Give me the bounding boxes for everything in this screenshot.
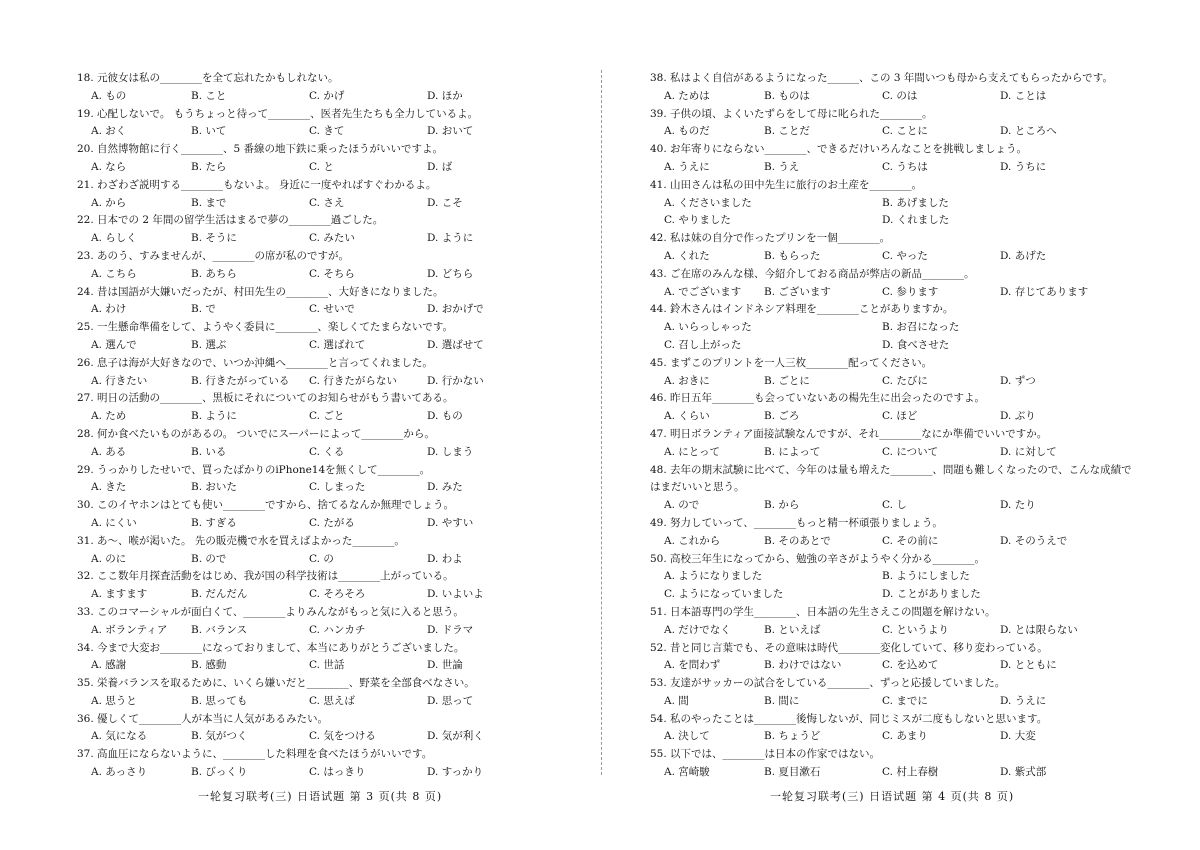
- answer-option: D. ことがありました: [882, 588, 981, 601]
- options-row: [650, 195, 1140, 213]
- options-row: [77, 123, 547, 141]
- answer-option: C. ほど: [882, 410, 918, 423]
- answer-option: B. あちら: [191, 267, 237, 280]
- question-stem: 54. 私のやったことは________後悔しないが、同じミスが二度もしないと思います。: [650, 712, 1048, 725]
- question-block: [77, 390, 547, 426]
- question-block: [650, 640, 1140, 676]
- answer-option: C. そろそろ: [309, 588, 366, 601]
- answer-option: A. ので: [664, 499, 700, 512]
- question-block: [77, 604, 547, 640]
- answer-option: D. いよいよ: [427, 588, 484, 601]
- question-block: [650, 462, 1140, 515]
- question-stem: 45. まずこのプリントを一人三枚________配ってください。: [650, 356, 933, 369]
- question-stem: 30. このイヤホンはとても使い________ですから、捨てるなんか無理でしょう。: [77, 499, 455, 512]
- question-block: [650, 266, 1140, 302]
- question-stem: 39. 子供の頃、よくいたずらをして母に叱られた________。: [650, 107, 933, 120]
- answer-option: A. 気になる: [91, 730, 148, 743]
- question-stem: 42. 私は妹の自分で作ったプリンを一個________。: [650, 232, 891, 245]
- options-row: [650, 284, 1140, 302]
- answer-option: A. うえに: [664, 160, 710, 173]
- options-row: [77, 728, 547, 746]
- question-stem: 28. 何か食べたいものがあるの。 ついでにスーパーによって________から。: [77, 427, 435, 440]
- answer-option: C. 召し上がった: [664, 338, 742, 351]
- question-stem: 53. 友達がサッカーの試合をしている________、ずっと応援していました。: [650, 677, 1006, 690]
- answer-option: A. ためは: [664, 89, 710, 102]
- question-block: [650, 515, 1140, 551]
- answer-option: A. にくい: [91, 516, 137, 529]
- answer-option: B. そうに: [191, 232, 237, 245]
- answer-option: C. を込めて: [882, 659, 939, 672]
- answer-option: D. 気が利く: [427, 730, 484, 743]
- options-row: [650, 533, 1140, 551]
- options-row: [77, 195, 547, 213]
- answer-option: D. あげた: [1000, 249, 1047, 262]
- answer-option: D. 選ばせて: [427, 338, 484, 351]
- answer-option: A. きた: [91, 481, 127, 494]
- answer-option: A. ものだ: [664, 125, 710, 138]
- answer-option: D. 行かない: [427, 374, 484, 387]
- answer-option: B. ものは: [764, 89, 810, 102]
- answer-option: D. 食べさせた: [882, 338, 950, 351]
- question-block: [650, 711, 1140, 747]
- answer-option: D. おかげで: [427, 303, 484, 316]
- question-stem: 33. このコマーシャルが面白くて、________よりみんながもっと気に入ると思う。: [77, 605, 464, 618]
- answer-option: C. やった: [882, 249, 928, 262]
- question-block: [77, 640, 547, 676]
- answer-option: B. 気がつく: [191, 730, 248, 743]
- answer-option: D. 大変: [1000, 730, 1036, 743]
- answer-option: C. ごと: [309, 410, 345, 423]
- answer-option: B. ことだ: [764, 125, 810, 138]
- answer-option: B. びっくり: [191, 766, 248, 779]
- question-stem: 40. お年寄りにならない________、できるだけいろんなことを挑戦しましょう。: [650, 143, 1028, 156]
- answer-option: C. はっきり: [309, 766, 366, 779]
- answer-option: B. たら: [191, 160, 227, 173]
- answer-option: A. いらっしゃった: [664, 321, 752, 334]
- answer-option: B. まで: [191, 196, 227, 209]
- answer-option: C. のは: [882, 89, 918, 102]
- answer-option: B. ように: [191, 410, 237, 423]
- left-page-footer: 一轮复习联考(三) 日语试题 第 3 页(共 8 页): [198, 790, 443, 803]
- answer-option: B. ようにしました: [882, 570, 970, 583]
- answer-option: B. いる: [191, 445, 227, 458]
- answer-option: B. で: [191, 303, 216, 316]
- answer-option: D. とともに: [1000, 659, 1057, 672]
- answer-option: A. ますます: [91, 588, 148, 601]
- answer-option: C. と: [309, 160, 334, 173]
- question-stem: 32. ここ数年月探査活動をはじめ、我が国の科学技術は________上がっている。: [77, 570, 454, 583]
- question-block: [77, 568, 547, 604]
- options-row: [650, 764, 1140, 782]
- question-stem: 23. あのう、すみませんが、________の席が私のですが。: [77, 249, 350, 262]
- answer-option: C. 村上春樹: [882, 766, 939, 779]
- options-row: [650, 728, 1140, 746]
- answer-option: A. くらい: [664, 410, 710, 423]
- question-stem: 48. 去年の期末試験に比べて、今年のは量も増えた________、問題も難しくなったので、こんな成績ではまだいいと思う。: [650, 463, 1132, 494]
- question-stem: 49. 努力していって、________もっと精一杯頑張りましょう。: [650, 516, 943, 529]
- answer-option: A. のに: [91, 552, 127, 565]
- options-row: [650, 657, 1140, 675]
- question-stem: 37. 高血圧にならないように、________した料理を食べたほうがいいです。: [77, 748, 433, 761]
- options-row: [77, 301, 547, 319]
- answer-option: C. までに: [882, 694, 928, 707]
- question-block: [77, 177, 547, 213]
- answer-option: C. そちら: [309, 267, 355, 280]
- answer-option: D. 思って: [427, 694, 474, 707]
- answer-option: D. ずつ: [1000, 374, 1036, 387]
- right-page: [650, 70, 1140, 782]
- answer-option: D. うえに: [1000, 694, 1047, 707]
- options-row: [650, 586, 1140, 604]
- answer-option: D. ドラマ: [427, 623, 474, 636]
- answer-option: A. にとって: [664, 445, 721, 458]
- answer-option: C. しまった: [309, 481, 366, 494]
- options-row: [77, 266, 547, 284]
- answer-option: B. そのあとで: [764, 534, 831, 547]
- answer-option: C. かげ: [309, 89, 345, 102]
- answer-option: A. あっさり: [91, 766, 148, 779]
- answer-option: C. 選ばれて: [309, 338, 366, 351]
- question-stem: 52. 昔と同じ言葉でも、その意味は時代________変化していて、移り変わっている。: [650, 641, 1048, 654]
- question-block: [650, 301, 1140, 354]
- answer-option: A. から: [91, 196, 127, 209]
- answer-option: A. 行きたい: [91, 374, 148, 387]
- answer-option: B. ごとに: [764, 374, 810, 387]
- answer-option: C. やりました: [664, 214, 731, 227]
- answer-option: B. わけではない: [764, 659, 842, 672]
- options-row: [77, 337, 547, 355]
- options-row: [650, 248, 1140, 266]
- answer-option: C. みたい: [309, 232, 355, 245]
- answer-option: A. 感謝: [91, 659, 127, 672]
- answer-option: D. うちに: [1000, 160, 1047, 173]
- options-row: [650, 693, 1140, 711]
- question-stem: 50. 高校三年生になってから、勉強の辛さがようやく分かる________。: [650, 552, 986, 565]
- answer-option: C. 行きたがらない: [309, 374, 397, 387]
- options-row: [650, 123, 1140, 141]
- options-row: [77, 230, 547, 248]
- options-row: [77, 622, 547, 640]
- question-block: [77, 212, 547, 248]
- options-row: [77, 764, 547, 782]
- options-row: [77, 444, 547, 462]
- question-block: [77, 675, 547, 711]
- options-row: [650, 497, 1140, 515]
- options-row: [77, 515, 547, 533]
- answer-option: A. これから: [664, 534, 721, 547]
- question-stem: 26. 息子は海が大好きなので、いつか沖縄へ________と言ってくれました。: [77, 356, 433, 369]
- answer-option: D. わよ: [427, 552, 463, 565]
- answer-option: D. 存じてあります: [1000, 285, 1089, 298]
- answer-option: D. もの: [427, 410, 463, 423]
- answer-option: D. たり: [1000, 499, 1036, 512]
- answer-option: B. おいた: [191, 481, 237, 494]
- options-row: [650, 159, 1140, 177]
- answer-option: B. あげました: [882, 196, 949, 209]
- question-block: [77, 711, 547, 747]
- question-block: [650, 551, 1140, 604]
- answer-option: C. の: [309, 552, 334, 565]
- answer-option: D. ば: [427, 160, 453, 173]
- answer-option: B. うえ: [764, 160, 800, 173]
- answer-option: A. ため: [91, 410, 127, 423]
- question-block: [77, 141, 547, 177]
- answer-option: D. どちら: [427, 267, 474, 280]
- question-block: [77, 746, 547, 782]
- answer-option: D. 紫式部: [1000, 766, 1047, 779]
- question-stem: 46. 昨日五年________も会っていないあの楊先生に出会ったのですよ。: [650, 392, 986, 405]
- options-row: [77, 551, 547, 569]
- answer-option: A. 宮崎駿: [664, 766, 710, 779]
- question-stem: 44. 鈴木さんはインドネシア料理を________ことがありますか。: [650, 303, 954, 316]
- answer-option: D. ほか: [427, 89, 463, 102]
- answer-option: B. 夏目漱石: [764, 766, 821, 779]
- question-stem: 20. 自然博物館に行く________、5 番線の地下鉄に乗ったほうがいいですよ。: [77, 143, 444, 156]
- question-block: [650, 675, 1140, 711]
- question-block: [77, 462, 547, 498]
- question-block: [77, 319, 547, 355]
- answer-option: A. らしく: [91, 232, 137, 245]
- answer-option: C. あまり: [882, 730, 928, 743]
- options-row: [77, 586, 547, 604]
- options-row: [77, 693, 547, 711]
- answer-option: A. 決して: [664, 730, 710, 743]
- answer-option: A. 思うと: [91, 694, 137, 707]
- question-stem: 43. ご在席のみんな様、今紹介しておる商品が弊店の新品________。: [650, 267, 975, 280]
- options-row: [77, 373, 547, 391]
- answer-option: A. こちら: [91, 267, 137, 280]
- answer-option: D. とは限らない: [1000, 623, 1078, 636]
- answer-option: D. ように: [427, 232, 474, 245]
- answer-option: D. みた: [427, 481, 463, 494]
- question-block: [650, 390, 1140, 426]
- answer-option: A. もの: [91, 89, 127, 102]
- options-row: [77, 159, 547, 177]
- answer-option: D. くれました: [882, 214, 950, 227]
- answer-option: B. 感動: [191, 659, 227, 672]
- answer-option: D. 世論: [427, 659, 463, 672]
- answer-option: C. せいで: [309, 303, 355, 316]
- options-row: [650, 622, 1140, 640]
- answer-option: B. すぎる: [191, 516, 237, 529]
- question-stem: 34. 今まで大変お________になっておりまして、本当にありがとうございました。: [77, 641, 465, 654]
- answer-option: D. こそ: [427, 196, 463, 209]
- answer-option: A. くれた: [664, 249, 710, 262]
- answer-option: D. そのうえで: [1000, 534, 1068, 547]
- answer-option: B. お召になった: [882, 321, 960, 334]
- answer-option: B. いて: [191, 125, 227, 138]
- question-block: [77, 70, 547, 106]
- question-block: [650, 604, 1140, 640]
- answer-option: C. さえ: [309, 196, 345, 209]
- question-stem: 31. あ～、喉が渇いた。 先の販売機で水を買えばよかった________。: [77, 534, 405, 547]
- question-block: [77, 497, 547, 533]
- answer-option: B. によって: [764, 445, 821, 458]
- question-stem: 51. 日本語専門の学生________、日本語の先生さえこの問題を解けない。: [650, 605, 996, 618]
- answer-option: D. やすい: [427, 516, 474, 529]
- answer-option: B. ごろ: [764, 410, 800, 423]
- answer-option: C. くる: [309, 445, 345, 458]
- question-stem: 25. 一生懸命準備をして、ようやく委員に________、楽しくてたまらないです。: [77, 321, 453, 334]
- question-block: [77, 284, 547, 320]
- question-stem: 27. 明日の活動の________、黒板にそれについてのお知らせがもう書いてある。: [77, 392, 454, 405]
- question-stem: 35. 栄養バランスを取るために、いくら嫌いだと________、野菜を全部食べなさい。: [77, 677, 475, 690]
- question-stem: 21. わざわざ説明する________もないよ。 身近に一度やればすぐわかるよ。: [77, 178, 437, 191]
- answer-option: D. ことは: [1000, 89, 1047, 102]
- answer-option: C. について: [882, 445, 939, 458]
- question-block: [77, 106, 547, 142]
- question-block: [650, 141, 1140, 177]
- right-page-footer: 一轮复习联考(三) 日语试题 第 4 页(共 8 页): [770, 790, 1015, 803]
- question-block: [650, 106, 1140, 142]
- answer-option: C. し: [882, 499, 907, 512]
- answer-option: D. ところへ: [1000, 125, 1057, 138]
- question-stem: 24. 昔は国語が大嫌いだったが、村田先生の________、大好きになりました。: [77, 285, 444, 298]
- answer-option: D. しまう: [427, 445, 474, 458]
- answer-option: C. 気をつける: [309, 730, 376, 743]
- question-stem: 47. 明日ボランティア面接試験なんですが、それ________なにか準備でいいですか。: [650, 427, 1048, 440]
- answer-option: D. すっかり: [427, 766, 484, 779]
- answer-option: B. バランス: [191, 623, 248, 636]
- answer-option: C. 思えば: [309, 694, 355, 707]
- answer-option: B. 間に: [764, 694, 800, 707]
- options-row: [650, 337, 1140, 355]
- options-row: [77, 408, 547, 426]
- options-row: [650, 88, 1140, 106]
- answer-option: D. に対して: [1000, 445, 1057, 458]
- answer-option: C. ことに: [882, 125, 928, 138]
- answer-option: C. というより: [882, 623, 949, 636]
- answer-option: A. おく: [91, 125, 127, 138]
- answer-option: C. ハンカチ: [309, 623, 366, 636]
- options-row: [650, 373, 1140, 391]
- question-stem: 22. 日本での 2 年間の留学生活はまるで夢の________過ごした。: [77, 214, 384, 227]
- answer-option: C. ようになっていました: [664, 588, 784, 601]
- answer-option: B. 行きたがっている: [191, 374, 290, 387]
- left-page: [77, 70, 547, 782]
- answer-option: C. きて: [309, 125, 345, 138]
- question-stem: 18. 元彼女は私の________を全て忘れたかもしれない。: [77, 72, 339, 84]
- question-block: [650, 426, 1140, 462]
- options-row: [650, 408, 1140, 426]
- answer-option: A. なら: [91, 160, 127, 173]
- answer-option: C. 参ります: [882, 285, 939, 298]
- answer-option: B. こと: [191, 89, 227, 102]
- answer-option: C. たがる: [309, 516, 355, 529]
- question-block: [77, 533, 547, 569]
- question-block: [77, 248, 547, 284]
- answer-option: A. ようになりました: [664, 570, 763, 583]
- question-stem: 19. 心配しないで。 もうちょっと待って________、医者先生たちも全力しているよ。: [77, 107, 479, 120]
- answer-option: B. もらった: [764, 249, 821, 262]
- answer-option: B. 思っても: [191, 694, 248, 707]
- answer-option: A. 選んで: [91, 338, 137, 351]
- question-block: [650, 355, 1140, 391]
- answer-option: C. 世話: [309, 659, 345, 672]
- answer-option: A. ある: [91, 445, 127, 458]
- answer-option: B. から: [764, 499, 800, 512]
- question-stem: 55. 以下では、________は日本の作家ではない。: [650, 748, 881, 761]
- answer-option: C. その前に: [882, 534, 939, 547]
- answer-option: C. たびに: [882, 374, 928, 387]
- answer-option: A. ボランティア: [91, 623, 168, 636]
- options-row: [77, 657, 547, 675]
- answer-option: B. だんだん: [191, 588, 248, 601]
- options-row: [650, 212, 1140, 230]
- answer-option: A. くださいました: [664, 196, 752, 209]
- question-block: [650, 70, 1140, 106]
- answer-option: B. ちょうど: [764, 730, 821, 743]
- answer-option: C. うちは: [882, 160, 928, 173]
- answer-option: A. だけでなく: [664, 623, 731, 636]
- answer-option: A. を問わず: [664, 659, 721, 672]
- question-block: [650, 230, 1140, 266]
- question-stem: 41. 山田さんは私の田中先生に旅行のお土産を________。: [650, 178, 923, 191]
- options-row: [650, 319, 1140, 337]
- answer-option: B. ので: [191, 552, 227, 565]
- answer-option: B. といえば: [764, 623, 821, 636]
- answer-option: D. おいて: [427, 125, 474, 138]
- answer-option: D. ぶり: [1000, 410, 1036, 423]
- question-block: [77, 426, 547, 462]
- answer-option: A. おきに: [664, 374, 710, 387]
- question-block: [650, 177, 1140, 230]
- page-divider: [601, 70, 602, 775]
- answer-option: B. 選ぶ: [191, 338, 227, 351]
- question-stem: 36. 優しくて________人が本当に人気があるみたい。: [77, 712, 329, 725]
- answer-option: A. 間: [664, 694, 689, 707]
- options-row: [650, 444, 1140, 462]
- options-row: [77, 479, 547, 497]
- answer-option: A. でございます: [664, 285, 742, 298]
- question-stem: 29. うっかりしたせいで、買ったばかりのiPhone14を無くして________。: [77, 463, 431, 476]
- question-stem: 38. 私はよく自信があるようになった______、この 3 年間いつも母から支えてもらったからです。: [650, 72, 1113, 84]
- answer-option: B. ございます: [764, 285, 831, 298]
- question-block: [650, 746, 1140, 782]
- options-row: [77, 88, 547, 106]
- question-block: [77, 355, 547, 391]
- answer-option: A. わけ: [91, 303, 127, 316]
- options-row: [650, 568, 1140, 586]
